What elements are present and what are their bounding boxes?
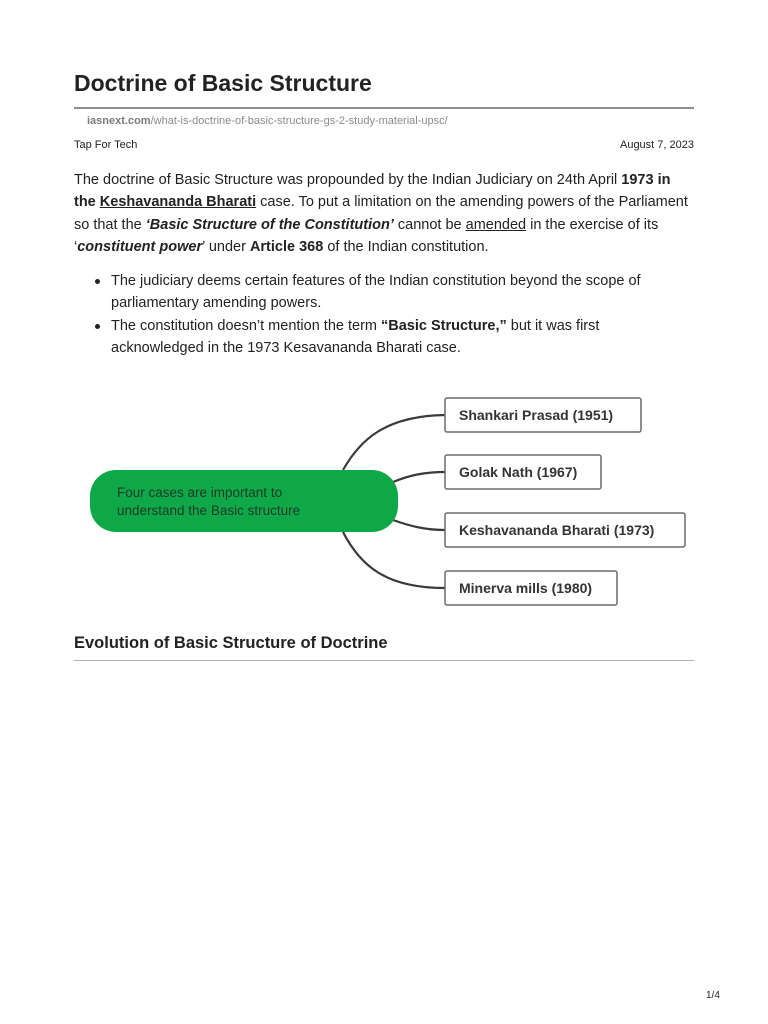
connector-line <box>393 472 445 482</box>
url-domain: iasnext.com <box>87 115 151 127</box>
intro-text: ’ under <box>202 239 250 256</box>
mind-map-diagram <box>0 380 768 620</box>
connector-line <box>343 532 445 588</box>
section-divider <box>74 660 694 661</box>
bullet-text: but it was first acknowledged in the 1973 Kesavananda Bharati case. <box>111 318 600 356</box>
title-divider <box>74 107 694 109</box>
case-box-minerva-mills <box>445 571 617 605</box>
intro-text: case. To put a limitation on the amending powers of the Parliament so that the <box>74 194 688 233</box>
author-name: Tap For Tech <box>74 139 138 151</box>
connector-line <box>393 520 445 530</box>
case-box-shankari-prasad <box>445 398 641 432</box>
intro-bold-article: Article 368 <box>249 239 324 256</box>
section-heading: Evolution of Basic Structure of Doctrine <box>74 634 388 652</box>
bullet-dot-icon <box>95 279 100 284</box>
amended-link[interactable]: amended <box>465 216 527 233</box>
bullet-text: The constitution doesn’t mention the term <box>111 318 382 334</box>
bullet-text: The judiciary deems certain features of the Indian constitution beyond the scope of parliamentary amending powers. <box>111 273 641 311</box>
case-label: Minerva mills (1980) <box>459 580 593 596</box>
keshavananda-link[interactable]: Keshavananda Bharati <box>99 194 257 211</box>
bullet-dot-icon <box>95 324 100 329</box>
case-label: Shankari Prasad (1951) <box>459 407 614 423</box>
list-item <box>74 270 694 314</box>
intro-paragraph <box>74 169 694 259</box>
case-box-golak-nath <box>445 455 601 489</box>
list-item <box>74 315 694 359</box>
intro-bold-italic-basic-structure: ‘Basic Structure of the Constitution’ <box>145 216 394 233</box>
connector-line <box>343 415 445 470</box>
case-box-keshavananda-bharati <box>445 513 685 547</box>
url-path: /what-is-doctrine-of-basic-structure-gs-2-study-material-upsc/ <box>150 115 448 127</box>
bullet-bold-term: “Basic Structure,” <box>381 318 507 334</box>
center-node-text-line1: Four cases are important to <box>117 485 283 500</box>
center-node <box>90 470 398 532</box>
center-node-text-line2: understand the Basic structure <box>117 503 301 518</box>
case-label: Golak Nath (1967) <box>459 464 578 480</box>
intro-text: in the exercise of its ‘ <box>74 216 659 256</box>
bullet-list <box>74 270 694 360</box>
case-label: Keshavananda Bharati (1973) <box>459 522 655 538</box>
intro-text: of the Indian constitution. <box>323 239 489 256</box>
source-url[interactable] <box>87 115 448 127</box>
intro-bold-italic-constituent-power: constituent power <box>77 239 203 256</box>
page-title: Doctrine of Basic Structure <box>74 70 372 96</box>
page-number: 1/4 <box>706 990 720 1001</box>
intro-bold-year: 1973 in the <box>74 172 671 211</box>
intro-text: cannot be <box>393 216 466 233</box>
intro-text: The doctrine of Basic Structure was propounded by the Indian Judiciary on 24th April <box>74 172 622 188</box>
publish-date: August 7, 2023 <box>619 139 694 151</box>
